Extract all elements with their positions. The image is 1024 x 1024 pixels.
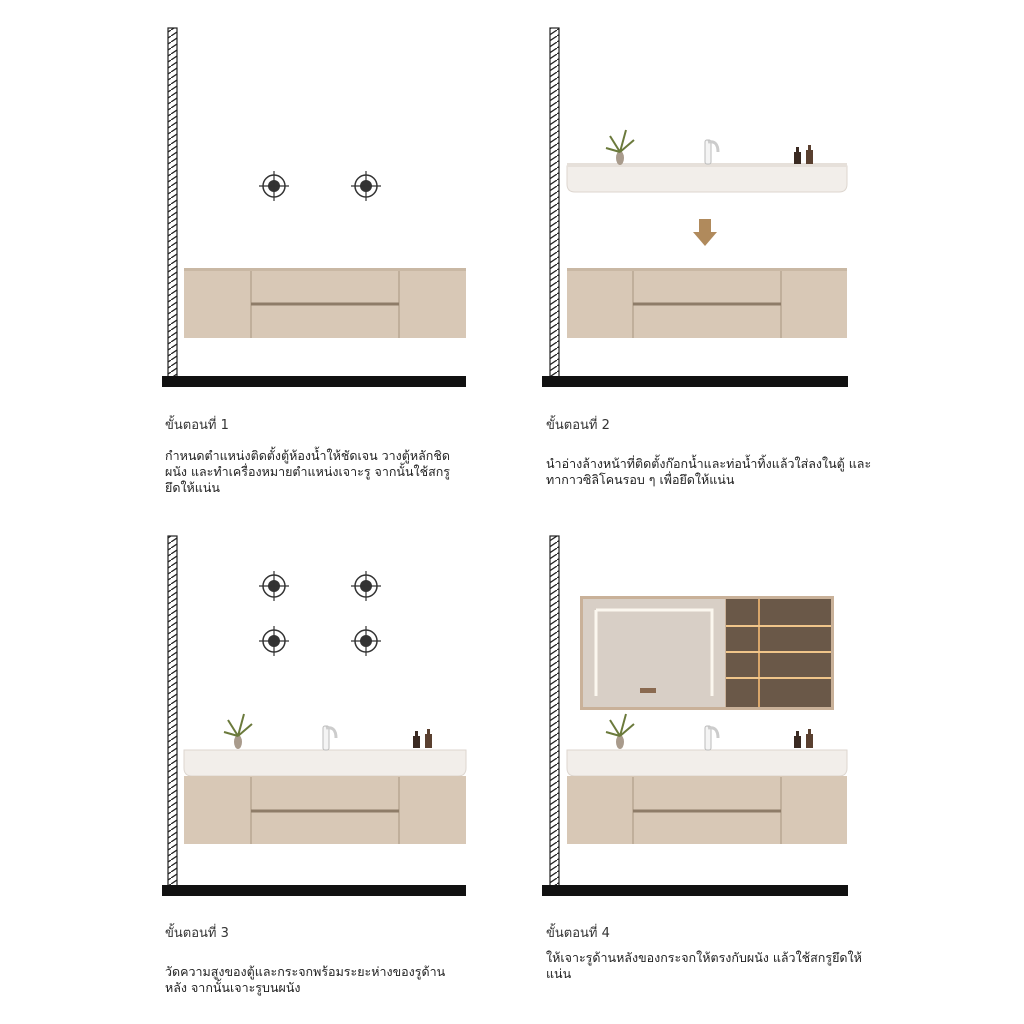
soap-bottle-icon <box>794 729 813 748</box>
soap-bottle-icon <box>794 145 813 164</box>
basin-top <box>567 750 847 776</box>
step-3-description: วัดความสูงของตู้และกระจกพร้อมระยะห่างของรูด้านหลัง จากนั้นเจาะรูบนผนัง <box>165 964 446 995</box>
wall <box>168 28 177 378</box>
drill-hole-marker-icon <box>259 626 289 656</box>
vanity-cabinet <box>184 268 466 338</box>
drill-hole-marker-icon <box>351 626 381 656</box>
step-1-illustration <box>0 0 512 400</box>
faucet-icon <box>705 140 718 164</box>
drill-hole-marker-icon <box>351 171 381 201</box>
faucet-icon <box>705 726 718 750</box>
mirror-cabinet <box>580 596 834 710</box>
basin-top <box>184 750 466 776</box>
faucet-icon <box>323 726 336 750</box>
down-arrow-icon <box>693 219 717 246</box>
step-4-illustration <box>512 512 1024 912</box>
plant-vase-icon <box>224 714 252 749</box>
floor <box>542 376 848 387</box>
vanity-cabinet <box>184 776 466 844</box>
plant-vase-icon <box>606 130 634 165</box>
drill-hole-marker-icon <box>351 571 381 601</box>
floor <box>162 376 466 387</box>
vanity-cabinet <box>567 268 847 338</box>
wall <box>550 536 559 886</box>
step-2-description: นำอ่างล้างหน้าที่ติดตั้งก๊อกน้ำและท่อน้ำทิ้งแล้วใส่ลงในตู้ และทากาวซิลิโคนรอบ ๆ เพื่อยึดให้แน่น <box>546 456 872 487</box>
step-2-panel <box>512 0 1024 512</box>
step-2-illustration <box>512 0 1024 400</box>
step-4-title: ขั้นตอนที่ 4 <box>546 926 610 941</box>
floor <box>162 885 466 896</box>
floor <box>542 885 848 896</box>
basin-top <box>567 163 847 192</box>
step-4-panel <box>512 512 1024 1024</box>
step-3-title: ขั้นตอนที่ 3 <box>165 926 229 941</box>
step-1-title: ขั้นตอนที่ 1 <box>165 418 229 433</box>
step-1-description: กำหนดตำแหน่งติดตั้งตู้ห้องน้ำให้ชัดเจน วางตู้หลักชิดผนัง และทำเครื่องหมายตำแหน่งเจาะรู จากนั้นใช้สกรูยึดให้แน่น <box>165 448 451 495</box>
plant-vase-icon <box>606 714 634 749</box>
step-2-title: ขั้นตอนที่ 2 <box>546 418 610 433</box>
drill-hole-marker-icon <box>259 571 289 601</box>
wall <box>550 28 559 378</box>
step-3-illustration <box>0 512 512 912</box>
drill-hole-marker-icon <box>259 171 289 201</box>
step-1-panel <box>0 0 512 512</box>
wall <box>168 536 177 886</box>
step-4-description: ให้เจาะรูด้านหลังของกระจกให้ตรงกับผนัง แล้วใช้สกรูยึดให้แน่น <box>546 950 862 981</box>
soap-bottle-icon <box>413 729 432 748</box>
step-3-panel <box>0 512 512 1024</box>
vanity-cabinet <box>567 776 847 844</box>
